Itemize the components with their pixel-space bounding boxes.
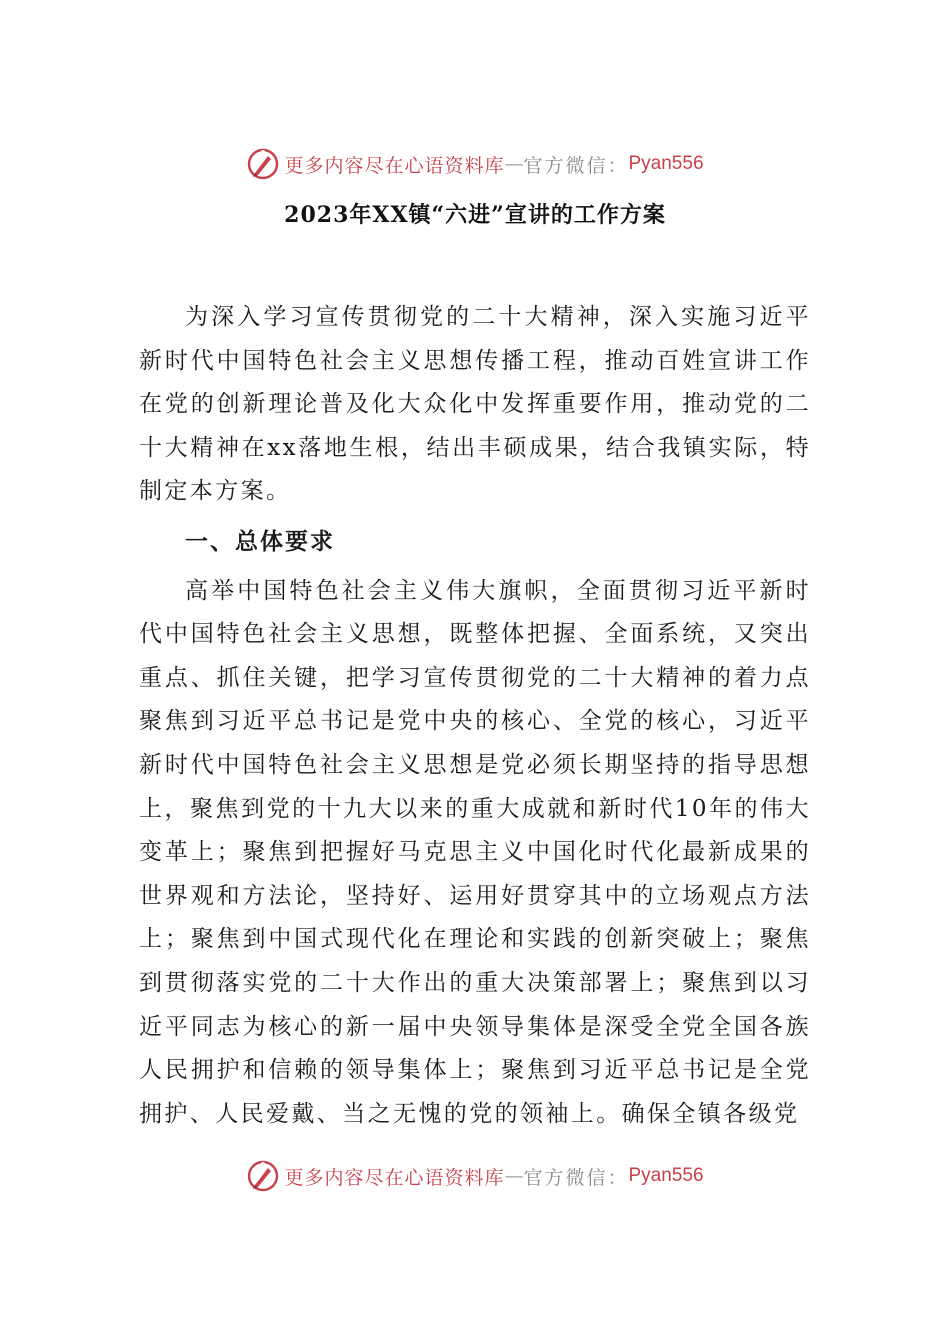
watermark-footer — [0, 1156, 950, 1196]
document-title: 2023年XX镇“六进”宣讲的工作方案 — [284, 202, 666, 228]
watermark-wechat-label: 官方微信： — [523, 1166, 629, 1189]
watermark-text: 更多内容尽在心语资料库 — [284, 1166, 505, 1189]
watermark-text: 更多内容尽在心语资料库 — [284, 154, 505, 177]
section-paragraph: 高举中国特色社会主义伟大旗帜，全面贯彻习近平新时代中国特色社会主义思想，既整体把握、全面系统，又突出重点、抓住关键，把学习宣传贯彻党的二十大精神的着力点聚焦到习近平总书记是党中央的核心、全党的核心，习近平新时代中国特色社会主义思想是党必须长期坚持的指导思想上，聚焦到党的十九大以来的重大成就和新时代10年的伟大变革上；聚焦到把握好马克思主义中国化时代化最新成果的世界观和方法论，坚持好、运用好贯穿其中的立场观点方法上；聚焦到中国式现代化在理论和实践的创新突破上；聚焦到贯彻落实党的二十大作出的重大决策部署上；聚焦到以习近平同志为核心的新一届中央领导集体是深受全党全国各族人民拥护和信赖的领导集体上；聚焦到习近平总书记是全党拥护、人民爱戴、当之无愧的党的领袖上。确保全镇各级党 — [139, 577, 811, 1127]
watermark-header — [0, 144, 950, 184]
section-heading: 一、总体要求 — [185, 527, 335, 555]
intro-paragraph: 为深入学习宣传贯彻党的二十大精神，深入实施习近平新时代中国特色社会主义思想传播工程，推动百姓宣讲工作在党的创新理论普及化大众化中发挥重要作用，推动党的二十大精神在xx落地生根，结出丰硕成果，结合我镇实际，特制定本方案。 — [139, 304, 811, 505]
pen-logo-icon — [246, 1159, 280, 1193]
watermark-separator: — — [504, 153, 524, 175]
pen-logo-icon — [246, 147, 280, 181]
watermark-wechat-id: Pyan556 — [628, 1165, 704, 1186]
watermark-wechat-label: 官方微信： — [523, 154, 629, 177]
document-body — [139, 296, 811, 1136]
watermark-separator: — — [504, 1165, 524, 1187]
watermark-wechat-id: Pyan556 — [628, 153, 704, 174]
